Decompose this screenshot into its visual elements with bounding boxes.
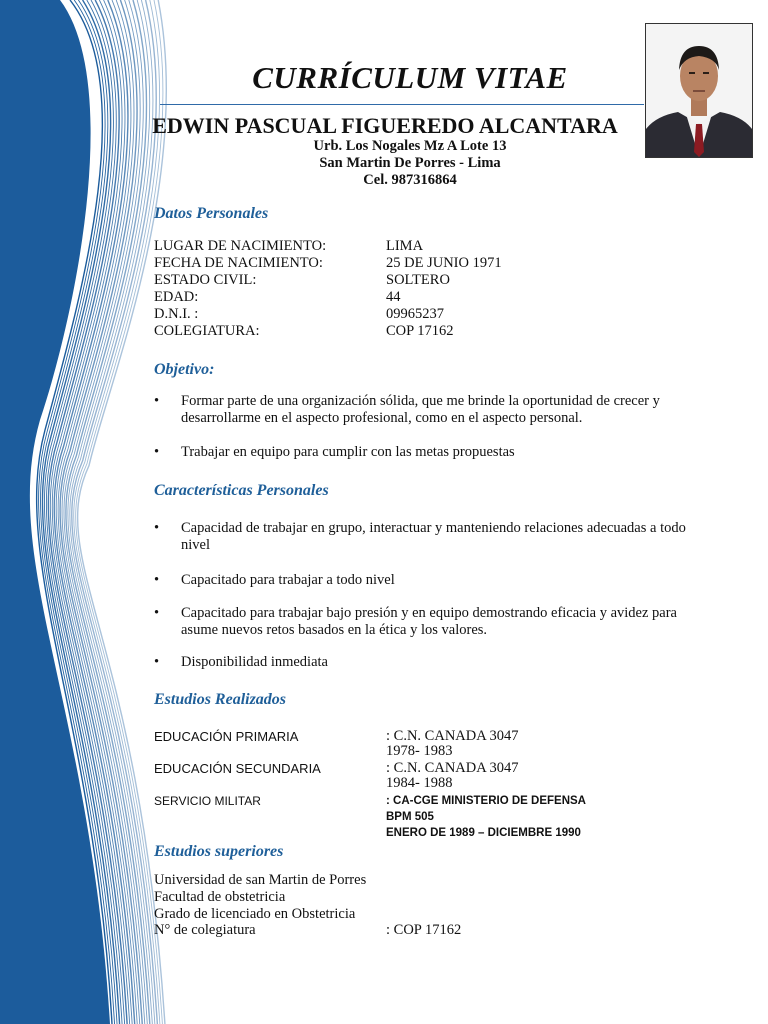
address-line-1: Urb. Los Nogales Mz A Lote 13	[313, 138, 507, 154]
section-heading-datos-personales: Datos Personales	[154, 205, 269, 222]
decorative-wave-lines	[0, 0, 190, 1024]
study-label: EDUCACIÓN PRIMARIA	[154, 729, 299, 744]
bullet-icon: •	[154, 654, 160, 670]
university-line: Universidad de san Martin de Porres	[154, 872, 367, 888]
page-title: CURRÍCULUM VITAE	[252, 60, 568, 95]
candidate-name: EDWIN PASCUAL FIGUEREDO ALCANTARA	[152, 113, 618, 138]
personal-row-value: 25 DE JUNIO 1971	[386, 255, 502, 271]
colegiatura-label: N° de colegiatura	[154, 922, 256, 938]
section-heading-estudios-superiores: Estudios superiores	[154, 843, 284, 860]
list-item	[154, 393, 699, 427]
personal-row-value: LIMA	[386, 238, 424, 254]
study-years-text: 1984- 1988	[386, 775, 453, 791]
list-item	[154, 444, 699, 461]
bullet-icon: •	[154, 393, 160, 409]
list-item	[154, 572, 699, 589]
list-item-text: Capacitado para trabajar bajo presión y en equipo demostrando eficacia y avidez para asume nuevos retos basados en la ética y los valores.	[181, 605, 677, 638]
list-item-text: Trabajar en equipo para cumplir con las metas propuestas	[181, 444, 515, 460]
list-item-text: Disponibilidad inmediata	[181, 654, 328, 670]
address-line-2: San Martin De Porres - Lima	[319, 155, 501, 171]
bullet-icon: •	[154, 444, 160, 460]
personal-row-label: EDAD:	[154, 289, 199, 305]
person-portrait-icon	[646, 24, 752, 157]
personal-row-value: 44	[386, 289, 401, 305]
study-school: : C.N. CANADA 3047	[386, 728, 519, 744]
study-place: : CA-CGE MINISTERIO DE DEFENSA	[386, 795, 586, 807]
bullet-icon: •	[154, 520, 160, 536]
section-heading-caracteristicas: Características Personales	[154, 482, 329, 499]
study-label: SERVICIO MILITAR	[154, 794, 261, 808]
personal-row-label: COLEGIATURA:	[154, 323, 260, 339]
study-unit-text: BPM 505	[386, 811, 434, 823]
faculty-line: Facultad de obstetricia	[154, 889, 286, 905]
phone-number: Cel. 987316864	[363, 172, 457, 188]
study-dates-text: ENERO DE 1989 – DICIEMBRE 1990	[386, 827, 581, 839]
study-years-text: 1978- 1983	[386, 743, 453, 759]
personal-row-value: 09965237	[386, 306, 444, 322]
personal-row-label: LUGAR DE NACIMIENTO:	[154, 238, 327, 254]
study-label: EDUCACIÓN SECUNDARIA	[154, 761, 321, 776]
list-item-text: Capacidad de trabajar en grupo, interactuar y manteniendo relaciones adecuadas a todo nivel	[181, 520, 686, 553]
list-item	[154, 654, 699, 671]
list-item	[154, 520, 699, 554]
section-heading-objetivo: Objetivo:	[154, 361, 215, 378]
personal-row-label: ESTADO CIVIL:	[154, 272, 257, 288]
list-item	[154, 605, 699, 639]
personal-row-label: FECHA DE NACIMIENTO:	[154, 255, 323, 271]
list-item-text: Capacitado para trabajar a todo nivel	[181, 572, 395, 588]
profile-photo	[645, 23, 753, 158]
colegiatura-value: : COP 17162	[386, 922, 462, 938]
bullet-icon: •	[154, 572, 160, 588]
list-item-text: Formar parte de una organización sólida, que me brinde la oportunidad de crecer y desarrollarme en el aspecto profesional, como en el aspecto personal.	[181, 393, 660, 426]
section-heading-estudios-realizados: Estudios Realizados	[154, 691, 287, 708]
personal-row-value: SOLTERO	[386, 272, 450, 288]
study-school: : C.N. CANADA 3047	[386, 760, 519, 776]
title-divider	[160, 104, 644, 105]
degree-line: Grado de licenciado en Obstetricia	[154, 906, 356, 922]
personal-row-value: COP 17162	[386, 323, 454, 339]
bullet-icon: •	[154, 605, 160, 621]
personal-row-label: D.N.I. :	[154, 306, 199, 322]
